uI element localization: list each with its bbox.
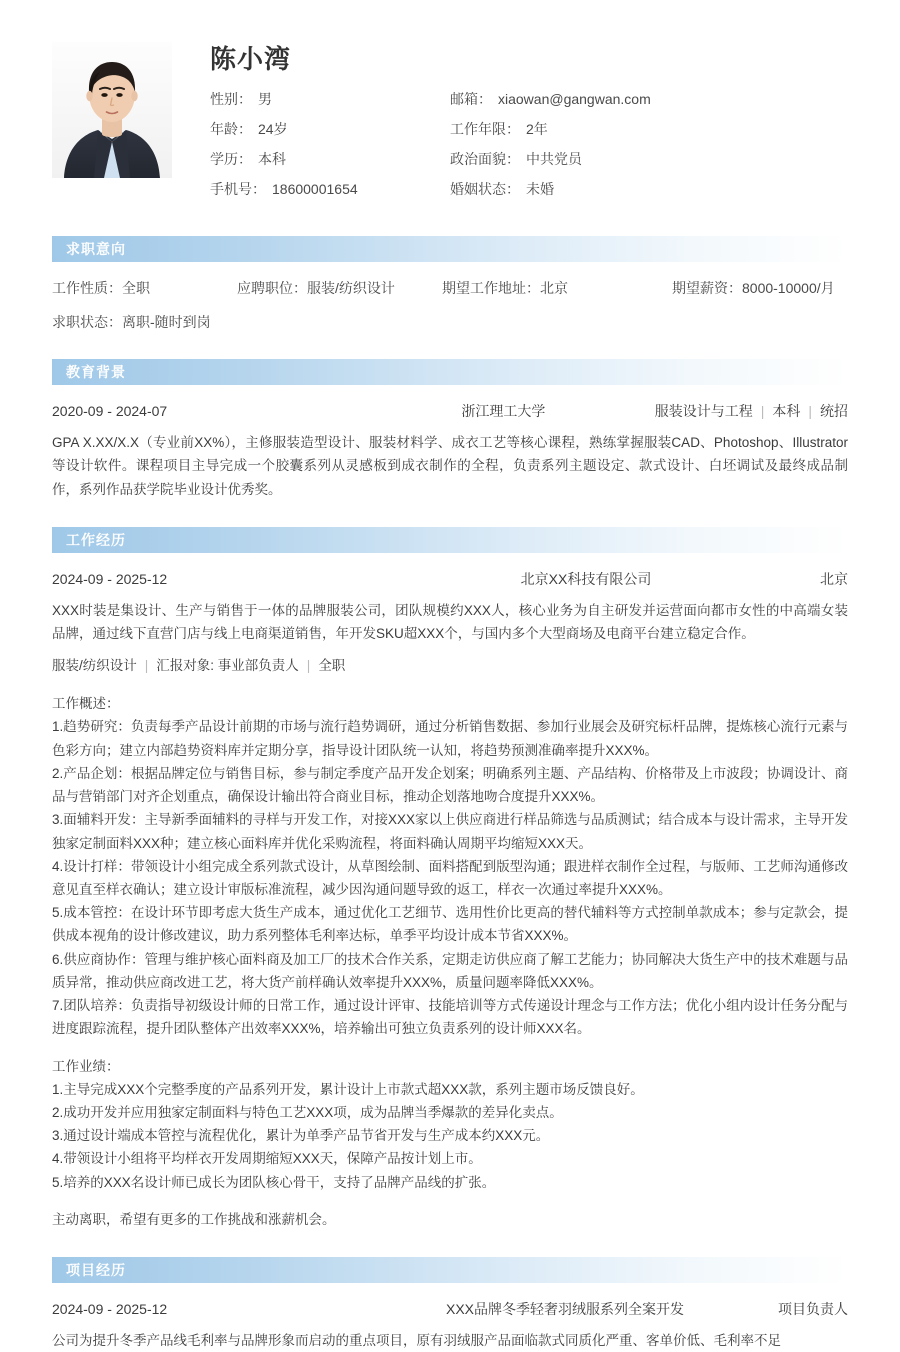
profile-field-grid <box>210 89 848 200</box>
profile-field-email-label: 邮箱： <box>450 91 492 108</box>
job-intent-status-value: 离职-随时到岗 <box>122 314 211 331</box>
project-date: 2024-09 - 2025-12 <box>52 1301 168 1318</box>
work-overview-title: 工作概述： <box>52 696 120 712</box>
work-achievement-item: 4.带领设计小组将平均样衣开发周期缩短XXX天，保障产品按计划上市。 <box>52 1151 482 1167</box>
meta-separator: | <box>760 403 765 420</box>
profile-field-email <box>450 89 848 110</box>
spacer <box>52 1194 848 1208</box>
candidate-name: 陈小湾 <box>210 44 292 74</box>
work-meta-line <box>52 655 848 678</box>
work-achievement-list <box>52 1078 848 1194</box>
education-description: GPA X.XX/X.X（专业前XX%），主修服装造型设计、服装材料学、成衣工艺等核心课程，熟练掌握服装CAD、Photoshop、Illustrator等设计软件。课程项目主导完成一个胶囊系列从灵感板到成衣制作的全程，负责系列主题设定、款式设计、白坯调试及最终成品制作，系列作品获学院毕业设计优秀奖。 <box>52 435 848 497</box>
work-achievement-title: 工作业绩： <box>52 1058 120 1074</box>
profile-field-experience-value: 2年 <box>526 121 548 138</box>
project-name: XXX品牌冬季轻奢羽绒服系列全案开发 <box>445 1301 684 1318</box>
work-overview-item: 7.团队培养：负责指导初级设计师的日常工作，通过设计评审、技能培训等方式传递设计理念与工作方法；优化小组内设计任务分配与进度跟踪流程，提升团队整体产出效率XXX%，培养输出可独立负责系列的设计师XXX名。 <box>52 998 848 1037</box>
profile-field-education-value: 本科 <box>258 151 286 168</box>
education-meta <box>655 401 848 421</box>
section-header-work: 工作经历 <box>52 527 848 553</box>
project-role: 项目负责人 <box>778 1301 848 1318</box>
profile-field-gender <box>210 89 450 110</box>
profile-field-political <box>450 149 848 170</box>
work-company: 北京XX科技有限公司 <box>520 570 652 587</box>
work-entry-header <box>52 569 848 589</box>
job-intent-row-1 <box>52 278 848 299</box>
profile-field-marital-value: 未婚 <box>526 181 554 198</box>
profile-field-political-value: 中共党员 <box>526 151 582 168</box>
work-achievement-item: 3.通过设计端成本管控与流程优化，累计为单季产品节省开发与生产成本约XXX元。 <box>52 1128 550 1144</box>
spacer <box>52 1041 848 1055</box>
job-intent-position-label: 应聘职位： <box>237 280 307 297</box>
profile-field-experience-label: 工作年限： <box>450 121 520 138</box>
work-location: 北京 <box>820 570 848 587</box>
profile-field-education <box>210 149 450 170</box>
project-description: 公司为提升冬季产品线毛利率与品牌形象而启动的重点项目，原有羽绒服产品面临款式同质化严重、客单价低、毛利率不足 <box>52 1333 781 1349</box>
profile-field-political-label: 政治面貌： <box>450 151 520 168</box>
profile-field-gender-label: 性别： <box>210 91 252 108</box>
job-intent-position <box>237 278 442 299</box>
profile-field-age-label: 年龄： <box>210 121 252 138</box>
profile-field-gender-value: 男 <box>258 91 272 108</box>
section-header-education: 教育背景 <box>52 359 848 385</box>
profile-header <box>52 0 848 218</box>
work-report-to: 汇报对象: 事业部负责人 <box>156 658 299 674</box>
profile-field-marital <box>450 179 848 200</box>
profile-field-phone <box>210 179 450 200</box>
meta-separator: | <box>144 658 149 674</box>
profile-field-email-value: xiaowan@gangwan.com <box>498 91 651 108</box>
education-school: 浙江理工大学 <box>461 403 546 420</box>
work-job-type: 全职 <box>318 658 346 674</box>
profile-field-education-label: 学历： <box>210 151 252 168</box>
portrait-photo <box>52 42 172 178</box>
work-overview-list <box>52 715 848 1040</box>
job-intent-location-label: 期望工作地址： <box>442 280 540 297</box>
work-achievement-item: 2.成功开发并应用独家定制面料与特色工艺XXX项，成为品牌当季爆款的差异化卖点。 <box>52 1104 563 1120</box>
work-company-intro: XXX时装是集设计、生产与销售于一体的品牌服装公司，团队规模约XXX人，核心业务为自主研发并运营面向都市女性的中高端女装品牌，通过线下直营门店与线上电商渠道销售，年开发SKU超XXX个，与国内多个大型商场及电商平台建立稳定合作。 <box>52 602 848 642</box>
work-overview-item: 3.面辅料开发：主导新季面辅料的寻样与开发工作，对接XXX家以上供应商进行样品筛选与品质测试；结合成本与设计需求，主导开发独家定制面料XXX种；建立核心面料库并优化采购流程，将面料确认周期平均缩短XXX天。 <box>52 812 848 851</box>
job-intent-nature-value: 全职 <box>122 280 150 297</box>
job-intent-status <box>52 312 848 333</box>
job-intent-nature-label: 工作性质： <box>52 280 122 297</box>
job-intent-salary-label: 期望薪资： <box>672 280 742 297</box>
work-date: 2024-09 - 2025-12 <box>52 570 168 587</box>
project-entry-header <box>52 1299 848 1319</box>
section-header-job-intent: 求职意向 <box>52 236 848 262</box>
meta-separator: | <box>306 658 311 674</box>
job-intent-location-value: 北京 <box>540 280 568 297</box>
job-intent-salary <box>672 278 848 299</box>
profile-field-phone-label: 手机号： <box>210 181 266 198</box>
section-header-project: 项目经历 <box>52 1257 848 1283</box>
education-type: 统招 <box>820 403 848 420</box>
education-major: 服装设计与工程 <box>654 403 753 420</box>
job-intent-status-label: 求职状态： <box>52 314 122 331</box>
work-overview-item: 6.供应商协作：管理与维护核心面料商及加工厂的技术合作关系，定期走访供应商了解工艺能力；协同解决大货生产中的技术难题与品质异常，推动供应商改进工艺，将大货产前样确认效率提升XXX%，质量问题率降低XXX%。 <box>52 951 848 990</box>
work-position: 服装/纺织设计 <box>52 658 137 674</box>
education-degree: 本科 <box>772 403 801 420</box>
meta-separator: | <box>808 403 812 420</box>
work-overview-item: 4.设计打样：带领设计小组完成全系列款式设计，从草图绘制、面料搭配到版型沟通；跟进样衣制作全过程，与版师、工艺师沟通修改意见直至样衣确认；建立设计审版标准流程，减少因沟通问题导致的返工，样衣一次通过率提升XXX%。 <box>52 858 848 897</box>
job-intent-position-value: 服装/纺织设计 <box>307 280 395 297</box>
profile-field-phone-value: 18600001654 <box>272 181 358 198</box>
profile-field-age <box>210 119 450 140</box>
job-intent-salary-value: 8000-10000/月 <box>742 280 835 297</box>
profile-info <box>172 42 848 200</box>
profile-field-experience <box>450 119 848 140</box>
work-achievement-item: 5.培养的XXX名设计师已成长为团队核心骨干，支持了品牌产品线的扩张。 <box>52 1174 496 1190</box>
education-entry-header <box>52 401 848 421</box>
profile-field-age-value: 24岁 <box>258 121 288 138</box>
work-overview-item: 5.成本管控：在设计环节即考虑大货生产成本，通过优化工艺细节、选用性价比更高的替代辅料等方式控制单款成本；参与定款会，提供成本视角的设计修改建议，助力系列整体毛利率达标，单季平均设计成本节省XXX%。 <box>52 905 848 944</box>
job-intent-nature <box>52 278 237 299</box>
job-intent-location <box>442 278 672 299</box>
education-date: 2020-09 - 2024-07 <box>52 403 168 420</box>
work-overview-item: 1.趋势研究：负责每季产品设计前期的市场与流行趋势调研，通过分析销售数据、参加行业展会及研究标杆品牌，提炼核心流行元素与色彩方向；建立内部趋势资料库并定期分享，指导设计团队统一认知，将趋势预测准确率提升XXX%。 <box>52 719 848 758</box>
work-achievement-item: 1.主导完成XXX个完整季度的产品系列开发，累计设计上市款式超XXX款，系列主题市场反馈良好。 <box>52 1081 644 1097</box>
profile-field-marital-label: 婚姻状态： <box>450 181 520 198</box>
work-leave-reason: 主动离职，希望有更多的工作挑战和涨薪机会。 <box>52 1211 336 1227</box>
work-overview-item: 2.产品企划：根据品牌定位与销售目标，参与制定季度产品开发企划案；明确系列主题、产品结构、价格带及上市波段；协调设计、商品与营销部门对齐企划重点，确保设计输出符合商业目标，推动企划落地吻合度提升XXX%。 <box>52 765 848 805</box>
